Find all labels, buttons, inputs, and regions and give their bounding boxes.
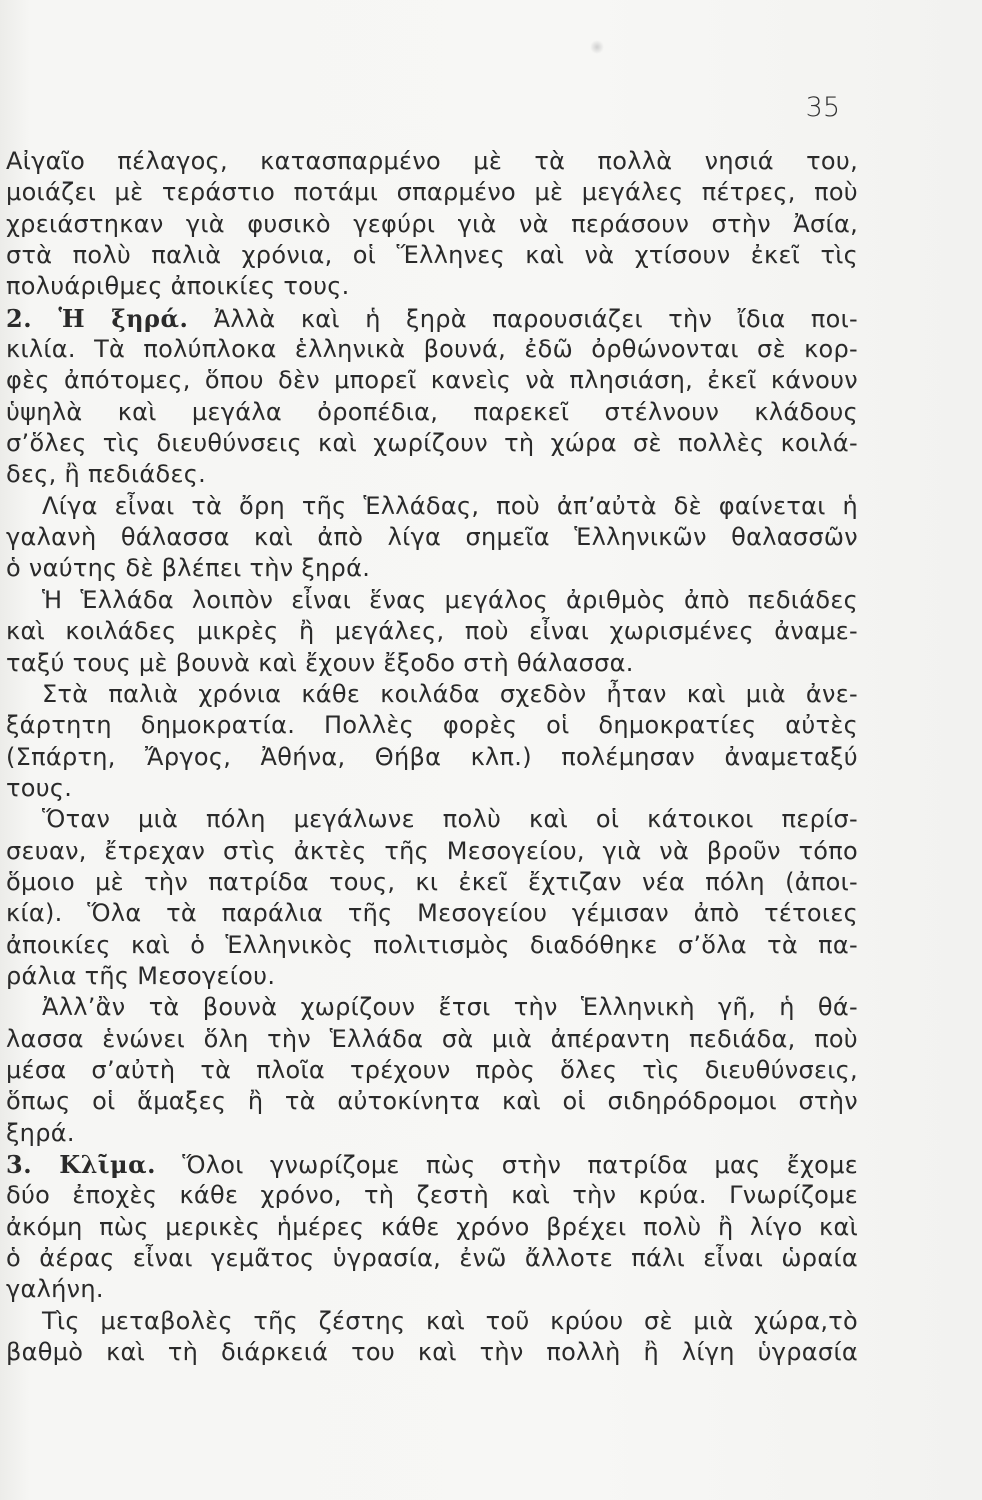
text-line: ξηρά.	[6, 1118, 75, 1147]
text-line: ὑψηλὰ καὶ μεγάλα ὀροπέδια, παρεκεῖ στέλνουν κλάδους	[6, 397, 858, 426]
text-line: πολυάριθμες ἀποικίες τους.	[6, 272, 350, 301]
text-line: ἀποικίες καὶ ὁ Ἑλληνικὸς πολιτισμὸς διαδόθηκε σ’ὅλα τὰ πα-	[6, 930, 858, 959]
text-line: σευαν, ἔτρεχαν στὶς ἀκτὲς τῆς Μεσογείου, γιὰ νὰ βροῦν τόπο	[6, 836, 858, 865]
text-line: ὁ ἀέρας εἶναι γεμᾶτος ὑγρασία, ἐνῶ ἄλλοτε πάλι εἶναι ὡραία	[6, 1244, 858, 1273]
text-line: βαθμὸ καὶ τὴ διάρκειά του καὶ τὴν πολλὴ ἢ λίγη ὑγρασία	[6, 1338, 858, 1367]
text-line: μοιάζει μὲ τεράστιο ποτάμι σπαρμένο μὲ μεγάλες πέτρες, ποὺ	[6, 178, 858, 207]
section-heading: 3. Κλῖμα.	[6, 1150, 156, 1179]
text-line: ὁ ναύτης δὲ βλέπει τὴν ξηρά.	[6, 554, 371, 583]
text-line: ράλια τῆς Μεσογείου.	[6, 961, 276, 990]
text-line: φὲς ἀπότομες, ὅπου δὲν μπορεῖ κανεὶς νὰ πλησιάση, ἐκεῖ κάνουν	[6, 366, 858, 395]
text-line: κία). Ὅλα τὰ παράλια τῆς Μεσογείου γέμισαν ἀπὸ τέτοιες	[6, 899, 858, 928]
text-line: λασσα ἑνώνει ὅλη τὴν Ἑλλάδα σὰ μιὰ ἀπέραντη πεδιάδα, ποὺ	[6, 1024, 858, 1053]
text-line: καὶ κοιλάδες μικρὲς ἢ μεγάλες, ποὺ εἶναι χωρισμένες ἀναμε-	[6, 617, 858, 646]
text-line: (Σπάρτη, Ἄργος, Ἀθήνα, Θήβα κλπ.) πολέμησαν ἀναμεταξύ	[6, 742, 858, 771]
text-line	[6, 1149, 858, 1180]
text-line: Ἡ Ἑλλάδα λοιπὸν εἶναι ἕνας μεγάλος ἀριθμὸς ἀπὸ πεδιάδες	[42, 585, 858, 614]
text-line: κιλία. Τὰ πολύπλοκα ἑλληνικὰ βουνά, ἐδῶ ὀρθώνονται σὲ κορ-	[6, 335, 858, 364]
text-line: χρειάστηκαν γιὰ φυσικὸ γεφύρι γιὰ νὰ περάσουν στὴν Ἀσία,	[6, 209, 858, 238]
text-line: Στὰ παλιὰ χρόνια κάθε κοιλάδα σχεδὸν ἦταν καὶ μιὰ ἀνε-	[42, 679, 858, 708]
text-line: σ’ὅλες τὶς διευθύνσεις καὶ χωρίζουν τὴ χώρα σὲ πολλὲς κοιλά-	[6, 429, 858, 458]
text-line: ὅπως οἱ ἅμαξες ἢ τὰ αὐτοκίνητα καὶ οἱ σιδηρόδρομοι στὴν	[6, 1087, 858, 1116]
text-line: τους.	[6, 773, 73, 802]
body-text	[6, 146, 858, 1368]
page-number: 35	[805, 92, 840, 123]
text-line	[6, 303, 858, 334]
line-text: Ὅλοι γνωρίζομε πὼς στὴν πατρίδα μας ἔχομε	[155, 1151, 858, 1179]
text-line: Ὅταν μιὰ πόλη μεγάλωνε πολὺ καὶ οἱ κάτοικοι περίσ-	[42, 805, 858, 834]
text-line: δες, ἢ πεδιάδες.	[6, 460, 207, 489]
text-line: ξάρτητη δημοκρατία. Πολλὲς φορὲς οἱ δημοκρατίες αὐτὲς	[6, 711, 858, 740]
text-line: γαλήνη.	[6, 1275, 104, 1304]
text-line: γαλανὴ θάλασσα καὶ ἀπὸ λίγα σημεῖα Ἑλληνικῶν θαλασσῶν	[6, 523, 858, 552]
print-speck	[590, 40, 604, 54]
text-line: Αἰγαῖο πέλαγος, κατασπαρμένο μὲ τὰ πολλὰ νησιά του,	[6, 147, 858, 175]
text-line: ἀκόμη πὼς μερικὲς ἡμέρες κάθε χρόνο βρέχει πολὺ ἢ λίγο καὶ	[6, 1212, 858, 1241]
text-line: ταξύ τους μὲ βουνὰ καὶ ἔχουν ἔξοδο στὴ θάλασσα.	[6, 648, 634, 677]
text-line: Ἀλλ’ἂν τὰ βουνὰ χωρίζουν ἔτσι τὴν Ἑλληνικὴ γῆ, ἡ θά-	[42, 993, 858, 1022]
section-heading: 2. Ἡ ξηρά.	[6, 303, 189, 333]
text-line: δύο ἐποχὲς κάθε χρόνο, τὴ ζεστὴ καὶ τὴν κρύα. Γνωρίζομε	[6, 1181, 858, 1210]
text-line: Λίγα εἶναι τὰ ὄρη τῆς Ἑλλάδας, ποὺ ἀπ’αὐτὰ δὲ φαίνεται ἡ	[42, 491, 858, 520]
text-line: στὰ πολὺ παλιὰ χρόνια, οἱ Ἕλληνες καὶ νὰ χτίσουν ἐκεῖ τὶς	[6, 241, 858, 270]
text-line: ὅμοιο μὲ τὴν πατρίδα τους, κι ἐκεῖ ἔχτιζαν νέα πόλη (ἀποι-	[6, 867, 858, 896]
text-line: μέσα σ’αὐτὴ τὰ πλοῖα τρέχουν πρὸς ὅλες τὶς διευθύνσεις,	[6, 1055, 858, 1084]
text-line: Τὶς μεταβολὲς τῆς ζέστης καὶ τοῦ κρύου σὲ μιὰ χώρα,τὸ	[42, 1306, 858, 1335]
line-text: Ἀλλὰ καὶ ἡ ξηρὰ παρουσιάζει τὴν ἴδια ποι-	[188, 304, 858, 333]
